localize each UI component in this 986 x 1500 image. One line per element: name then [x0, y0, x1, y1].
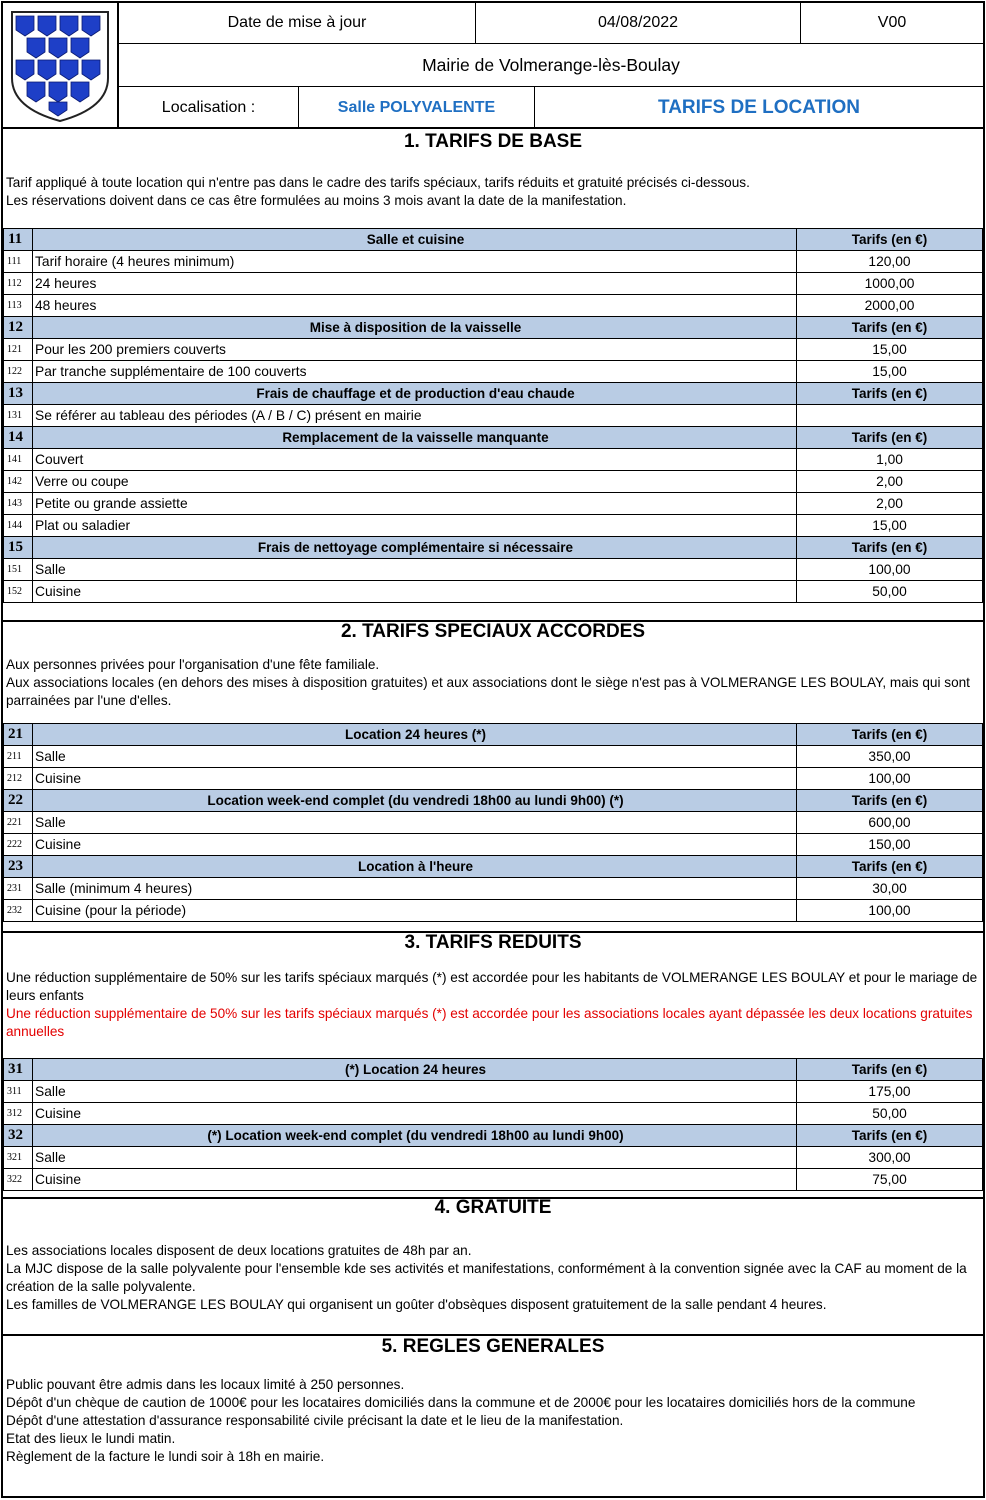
section-3-red-line: Une réduction supplémentaire de 50% sur les tarifs spéciaux marqués (*) est accordée pour les associations locales ayant dépassée les deux locations gratuites annuelles	[6, 1006, 973, 1039]
item-label: 24 heures	[33, 273, 797, 295]
section-3-title: 3. TARIFS REDUITS	[404, 932, 582, 953]
group-code: 13	[4, 383, 33, 405]
tariff-row	[4, 515, 983, 537]
section-1-description	[6, 174, 978, 210]
section-1-title: 1. TARIFS DE BASE	[403, 131, 583, 152]
group-title: Remplacement de la vaisselle manquante	[33, 427, 797, 449]
tariff-document	[1, 1, 985, 1498]
item-price: 120,00	[797, 251, 983, 273]
base-tariffs-table	[3, 228, 983, 603]
item-code: 121	[4, 339, 33, 361]
group-title: Location à l'heure	[33, 856, 797, 878]
tariff-row	[4, 559, 983, 581]
item-label: Cuisine	[33, 768, 797, 790]
section-2-line: Aux associations locales (en dehors des mises à disposition gratuites) et aux associations dont le siège n'est pas à VOLMERANGE LES BOULAY, mais qui sont parrainées par l'une d'elles.	[6, 675, 970, 708]
group-code: 22	[4, 790, 33, 812]
tariff-row	[4, 812, 983, 834]
item-price: 150,00	[797, 834, 983, 856]
document-header	[3, 3, 983, 128]
item-label: Tarif horaire (4 heures minimum)	[33, 251, 797, 273]
tariff-row	[4, 1169, 983, 1191]
group-header-row	[4, 1059, 983, 1081]
section-5-title: 5. REGLES GENERALES	[381, 1336, 605, 1357]
item-price: 100,00	[797, 768, 983, 790]
item-code: 151	[4, 559, 33, 581]
item-price: 50,00	[797, 581, 983, 603]
group-header-row	[4, 383, 983, 405]
special-tariffs-table	[3, 723, 983, 922]
tariff-row	[4, 1081, 983, 1103]
item-code: 322	[4, 1169, 33, 1191]
section-5-line: Etat des lieux le lundi matin.	[6, 1431, 176, 1446]
item-label: Plat ou saladier	[33, 515, 797, 537]
version-number: V00	[801, 3, 983, 44]
item-label: Salle	[33, 746, 797, 768]
update-date: 04/08/2022	[476, 3, 801, 44]
tariff-row	[4, 295, 983, 317]
price-column-header: Tarifs (en €)	[797, 724, 983, 746]
item-price: 75,00	[797, 1169, 983, 1191]
price-column-header: Tarifs (en €)	[797, 1059, 983, 1081]
item-price	[797, 405, 983, 427]
item-label: Cuisine	[33, 1169, 797, 1191]
group-code: 21	[4, 724, 33, 746]
tariff-row	[4, 900, 983, 922]
document-title: TARIFS DE LOCATION	[658, 96, 860, 118]
group-title: Salle et cuisine	[33, 229, 797, 251]
item-price: 30,00	[797, 878, 983, 900]
group-header-row	[4, 790, 983, 812]
item-code: 112	[4, 273, 33, 295]
price-column-header: Tarifs (en €)	[797, 790, 983, 812]
item-code: 122	[4, 361, 33, 383]
item-label: Salle	[33, 812, 797, 834]
item-label: Verre ou coupe	[33, 471, 797, 493]
section-1-line: Tarif appliqué à toute location qui n'entre pas dans le cadre des tarifs spéciaux, tarifs réduits et gratuité précisés ci-dessous.	[6, 175, 750, 190]
group-code: 14	[4, 427, 33, 449]
tariff-row	[4, 251, 983, 273]
group-title: Frais de chauffage et de production d'eau chaude	[33, 383, 797, 405]
item-label: Cuisine (pour la période)	[33, 900, 797, 922]
group-header-row	[4, 856, 983, 878]
tariff-row	[4, 405, 983, 427]
tariff-row	[4, 1103, 983, 1125]
group-title: Location 24 heures (*)	[33, 724, 797, 746]
section-2-title: 2. TARIFS SPECIAUX ACCORDES	[340, 621, 646, 642]
item-label: Par tranche supplémentaire de 100 couverts	[33, 361, 797, 383]
item-label: 48 heures	[33, 295, 797, 317]
item-code: 312	[4, 1103, 33, 1125]
localisation-label: Localisation :	[119, 87, 299, 128]
tariff-row	[4, 361, 983, 383]
section-4-line: Les associations locales disposent de deux locations gratuites de 48h par an.	[6, 1243, 472, 1258]
group-header-row	[4, 427, 983, 449]
group-header-row	[4, 229, 983, 251]
group-code: 31	[4, 1059, 33, 1081]
section-4-line: Les familles de VOLMERANGE LES BOULAY qui organisent un goûter d'obsèques disposent gratuitement de la salle pendant 4 heures.	[6, 1297, 827, 1312]
item-price: 15,00	[797, 361, 983, 383]
item-price: 300,00	[797, 1147, 983, 1169]
section-4-description	[6, 1242, 978, 1314]
item-price: 350,00	[797, 746, 983, 768]
group-header-row	[4, 1125, 983, 1147]
price-column-header: Tarifs (en €)	[797, 229, 983, 251]
tariff-row	[4, 493, 983, 515]
item-label: Salle (minimum 4 heures)	[33, 878, 797, 900]
item-price: 175,00	[797, 1081, 983, 1103]
update-label: Date de mise à jour	[119, 3, 476, 44]
group-title: (*) Location week-end complet (du vendredi 18h00 au lundi 9h00)	[33, 1125, 797, 1147]
item-price: 2,00	[797, 471, 983, 493]
item-code: 113	[4, 295, 33, 317]
tariff-row	[4, 581, 983, 603]
item-price: 2,00	[797, 493, 983, 515]
item-code: 211	[4, 746, 33, 768]
tariff-row	[4, 768, 983, 790]
group-title: (*) Location 24 heures	[33, 1059, 797, 1081]
localisation-value: Salle POLYVALENTE	[299, 87, 535, 128]
item-price: 15,00	[797, 515, 983, 537]
section-5-line: Dépôt d'un chèque de caution de 1000€ pour les locataires domiciliés dans la commune et de 2000€ pour les locataires domiciliés hors de la commune	[6, 1395, 916, 1410]
mairie-name: Mairie de Volmerange-lès-Boulay	[119, 44, 983, 87]
tariff-row	[4, 339, 983, 361]
item-label: Petite ou grande assiette	[33, 493, 797, 515]
item-price: 100,00	[797, 559, 983, 581]
item-price: 1,00	[797, 449, 983, 471]
item-code: 222	[4, 834, 33, 856]
item-code: 321	[4, 1147, 33, 1169]
tariff-row	[4, 471, 983, 493]
item-code: 232	[4, 900, 33, 922]
section-4-title: 4. GRATUITE	[434, 1197, 552, 1218]
item-price: 2000,00	[797, 295, 983, 317]
group-header-row	[4, 317, 983, 339]
group-code: 23	[4, 856, 33, 878]
item-code: 143	[4, 493, 33, 515]
section-4-line: La MJC dispose de la salle polyvalente pour l'ensemble kde ses activités et manifestations, conformément à la convention signée avec la CAF au moment de la création de la salle polyvalente.	[6, 1261, 967, 1294]
section-5-description	[6, 1376, 978, 1466]
section-2-description	[6, 656, 978, 710]
price-column-header: Tarifs (en €)	[797, 537, 983, 559]
item-price: 15,00	[797, 339, 983, 361]
tariff-row	[4, 878, 983, 900]
group-code: 15	[4, 537, 33, 559]
tariff-row	[4, 746, 983, 768]
item-price: 50,00	[797, 1103, 983, 1125]
item-label: Cuisine	[33, 1103, 797, 1125]
tariff-row	[4, 1147, 983, 1169]
tariff-row	[4, 273, 983, 295]
header-divider	[3, 127, 983, 129]
item-price: 600,00	[797, 812, 983, 834]
item-label: Salle	[33, 1147, 797, 1169]
item-label: Cuisine	[33, 581, 797, 603]
group-header-row	[4, 724, 983, 746]
price-column-header: Tarifs (en €)	[797, 317, 983, 339]
item-code: 142	[4, 471, 33, 493]
section-5-line: Public pouvant être admis dans les locaux limité à 250 personnes.	[6, 1377, 405, 1392]
group-code: 12	[4, 317, 33, 339]
section-3-line: Une réduction supplémentaire de 50% sur les tarifs spéciaux marqués (*) est accordée pour les habitants de VOLMERANGE LES BOULAY et pour le mariage de leurs enfants	[6, 970, 978, 1003]
item-label: Couvert	[33, 449, 797, 471]
section-5-line: Règlement de la facture le lundi soir à 18h en mairie.	[6, 1449, 325, 1464]
tariff-row	[4, 834, 983, 856]
item-label: Pour les 200 premiers couverts	[33, 339, 797, 361]
item-label: Salle	[33, 1081, 797, 1103]
item-code: 141	[4, 449, 33, 471]
reduced-tariffs-table	[3, 1058, 983, 1191]
group-code: 32	[4, 1125, 33, 1147]
item-code: 111	[4, 251, 33, 273]
group-title: Location week-end complet (du vendredi 18h00 au lundi 9h00) (*)	[33, 790, 797, 812]
price-column-header: Tarifs (en €)	[797, 383, 983, 405]
item-code: 311	[4, 1081, 33, 1103]
group-title: Frais de nettoyage complémentaire si nécessaire	[33, 537, 797, 559]
group-code: 11	[4, 229, 33, 251]
item-label: Salle	[33, 559, 797, 581]
item-code: 131	[4, 405, 33, 427]
price-column-header: Tarifs (en €)	[797, 856, 983, 878]
price-column-header: Tarifs (en €)	[797, 1125, 983, 1147]
item-code: 212	[4, 768, 33, 790]
group-title: Mise à disposition de la vaisselle	[33, 317, 797, 339]
item-label: Se référer au tableau des périodes (A / B / C) présent en mairie	[33, 405, 797, 427]
item-price: 100,00	[797, 900, 983, 922]
price-column-header: Tarifs (en €)	[797, 427, 983, 449]
item-code: 144	[4, 515, 33, 537]
tariff-row	[4, 449, 983, 471]
item-price: 1000,00	[797, 273, 983, 295]
item-label: Cuisine	[33, 834, 797, 856]
group-header-row	[4, 537, 983, 559]
item-code: 231	[4, 878, 33, 900]
shield-icon	[8, 8, 112, 124]
section-3-description	[6, 969, 978, 1041]
section-2-line: Aux personnes privées pour l'organisation d'une fête familiale.	[6, 657, 380, 672]
item-code: 152	[4, 581, 33, 603]
coat-of-arms-logo	[3, 3, 119, 128]
section-1-line: Les réservations doivent dans ce cas être formulées au moins 3 mois avant la date de la manifestation.	[6, 193, 627, 208]
item-code: 221	[4, 812, 33, 834]
section-5-line: Dépôt d'une attestation d'assurance responsabilité civile précisant la date et le lieu de la manifestation.	[6, 1413, 624, 1428]
